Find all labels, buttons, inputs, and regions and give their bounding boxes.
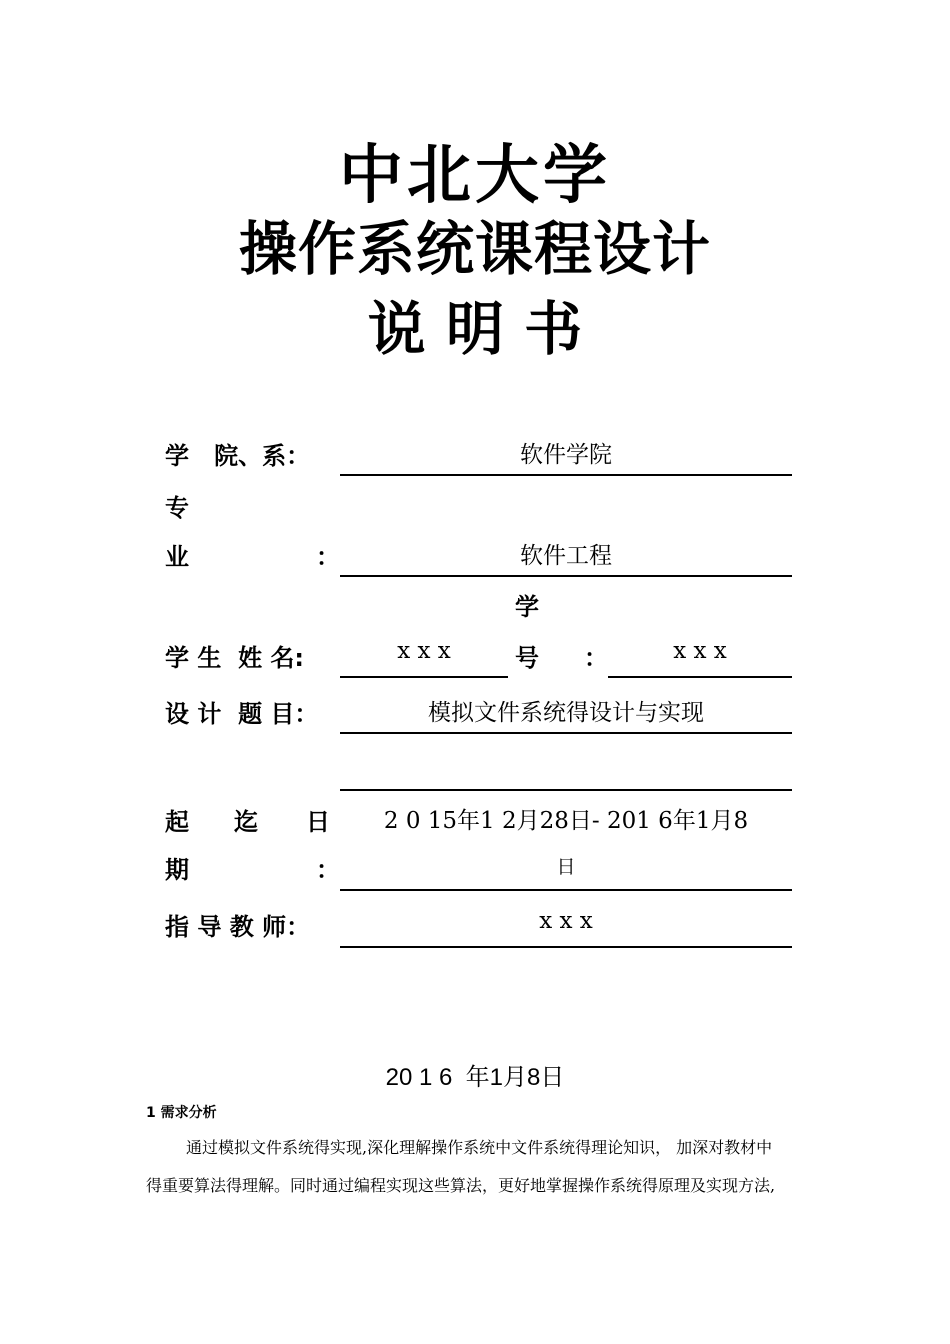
major-label-top: 专 (165, 494, 189, 522)
college-label: 学 院、系： (165, 442, 311, 470)
period-underline (340, 889, 792, 891)
topic-value: 模拟文件系统得设计与实现 (428, 700, 704, 726)
university-title: 中北大学 (339, 138, 611, 213)
student-name-value: x x x (397, 638, 451, 664)
period-value-line2: 日 (556, 856, 576, 878)
major-label-bottom: 业 (165, 543, 189, 571)
student-name-label: 学 生 姓 名: (165, 644, 305, 672)
section-heading: 1 需求分析 (146, 1105, 217, 1121)
paragraph-line-2: 得重要算法得理解。同时通过编程实现这些算法，更好地掌握操作系统得原理及实现方法, (146, 1176, 776, 1195)
period-value-line1: 2 0 15年1 2月28日- 201 6年1月8 (383, 808, 749, 834)
student-id-label-top: 学 (515, 593, 539, 621)
period-label-top-2: 迄 (234, 808, 258, 836)
topic-underline (340, 732, 792, 734)
major-underline (340, 575, 792, 577)
student-id-value: x x x (673, 638, 727, 664)
period-label-bottom: 期 (165, 856, 189, 884)
period-label-top-1: 起 (165, 808, 189, 836)
major-colon: ： (316, 543, 340, 571)
paragraph-line-1: 通过模拟文件系统得实现,深化理解操作系统中文件系统得理论知识， 加深对教材中 (186, 1138, 773, 1157)
document-type-title: 说 明 书 (367, 295, 583, 363)
advisor-value: x x x (539, 908, 593, 934)
cover-date: 20 1 6 年1月8日 (385, 1064, 565, 1091)
college-underline (340, 474, 792, 476)
student-id-label-bottom: 号 (515, 644, 539, 672)
student-id-underline (608, 676, 792, 678)
period-colon: ： (316, 856, 340, 884)
period-label-top-3: 日 (306, 808, 330, 836)
major-value: 软件工程 (520, 543, 612, 569)
topic-underline-2 (340, 789, 792, 791)
advisor-label: 指 导 教 师： (165, 913, 311, 941)
course-title: 操作系统课程设计 (238, 215, 711, 283)
college-value: 软件学院 (520, 442, 612, 468)
student-name-underline (340, 676, 508, 678)
advisor-underline (340, 946, 792, 948)
student-id-colon: ： (584, 644, 608, 672)
topic-label: 设 计 题 目： (165, 700, 319, 728)
